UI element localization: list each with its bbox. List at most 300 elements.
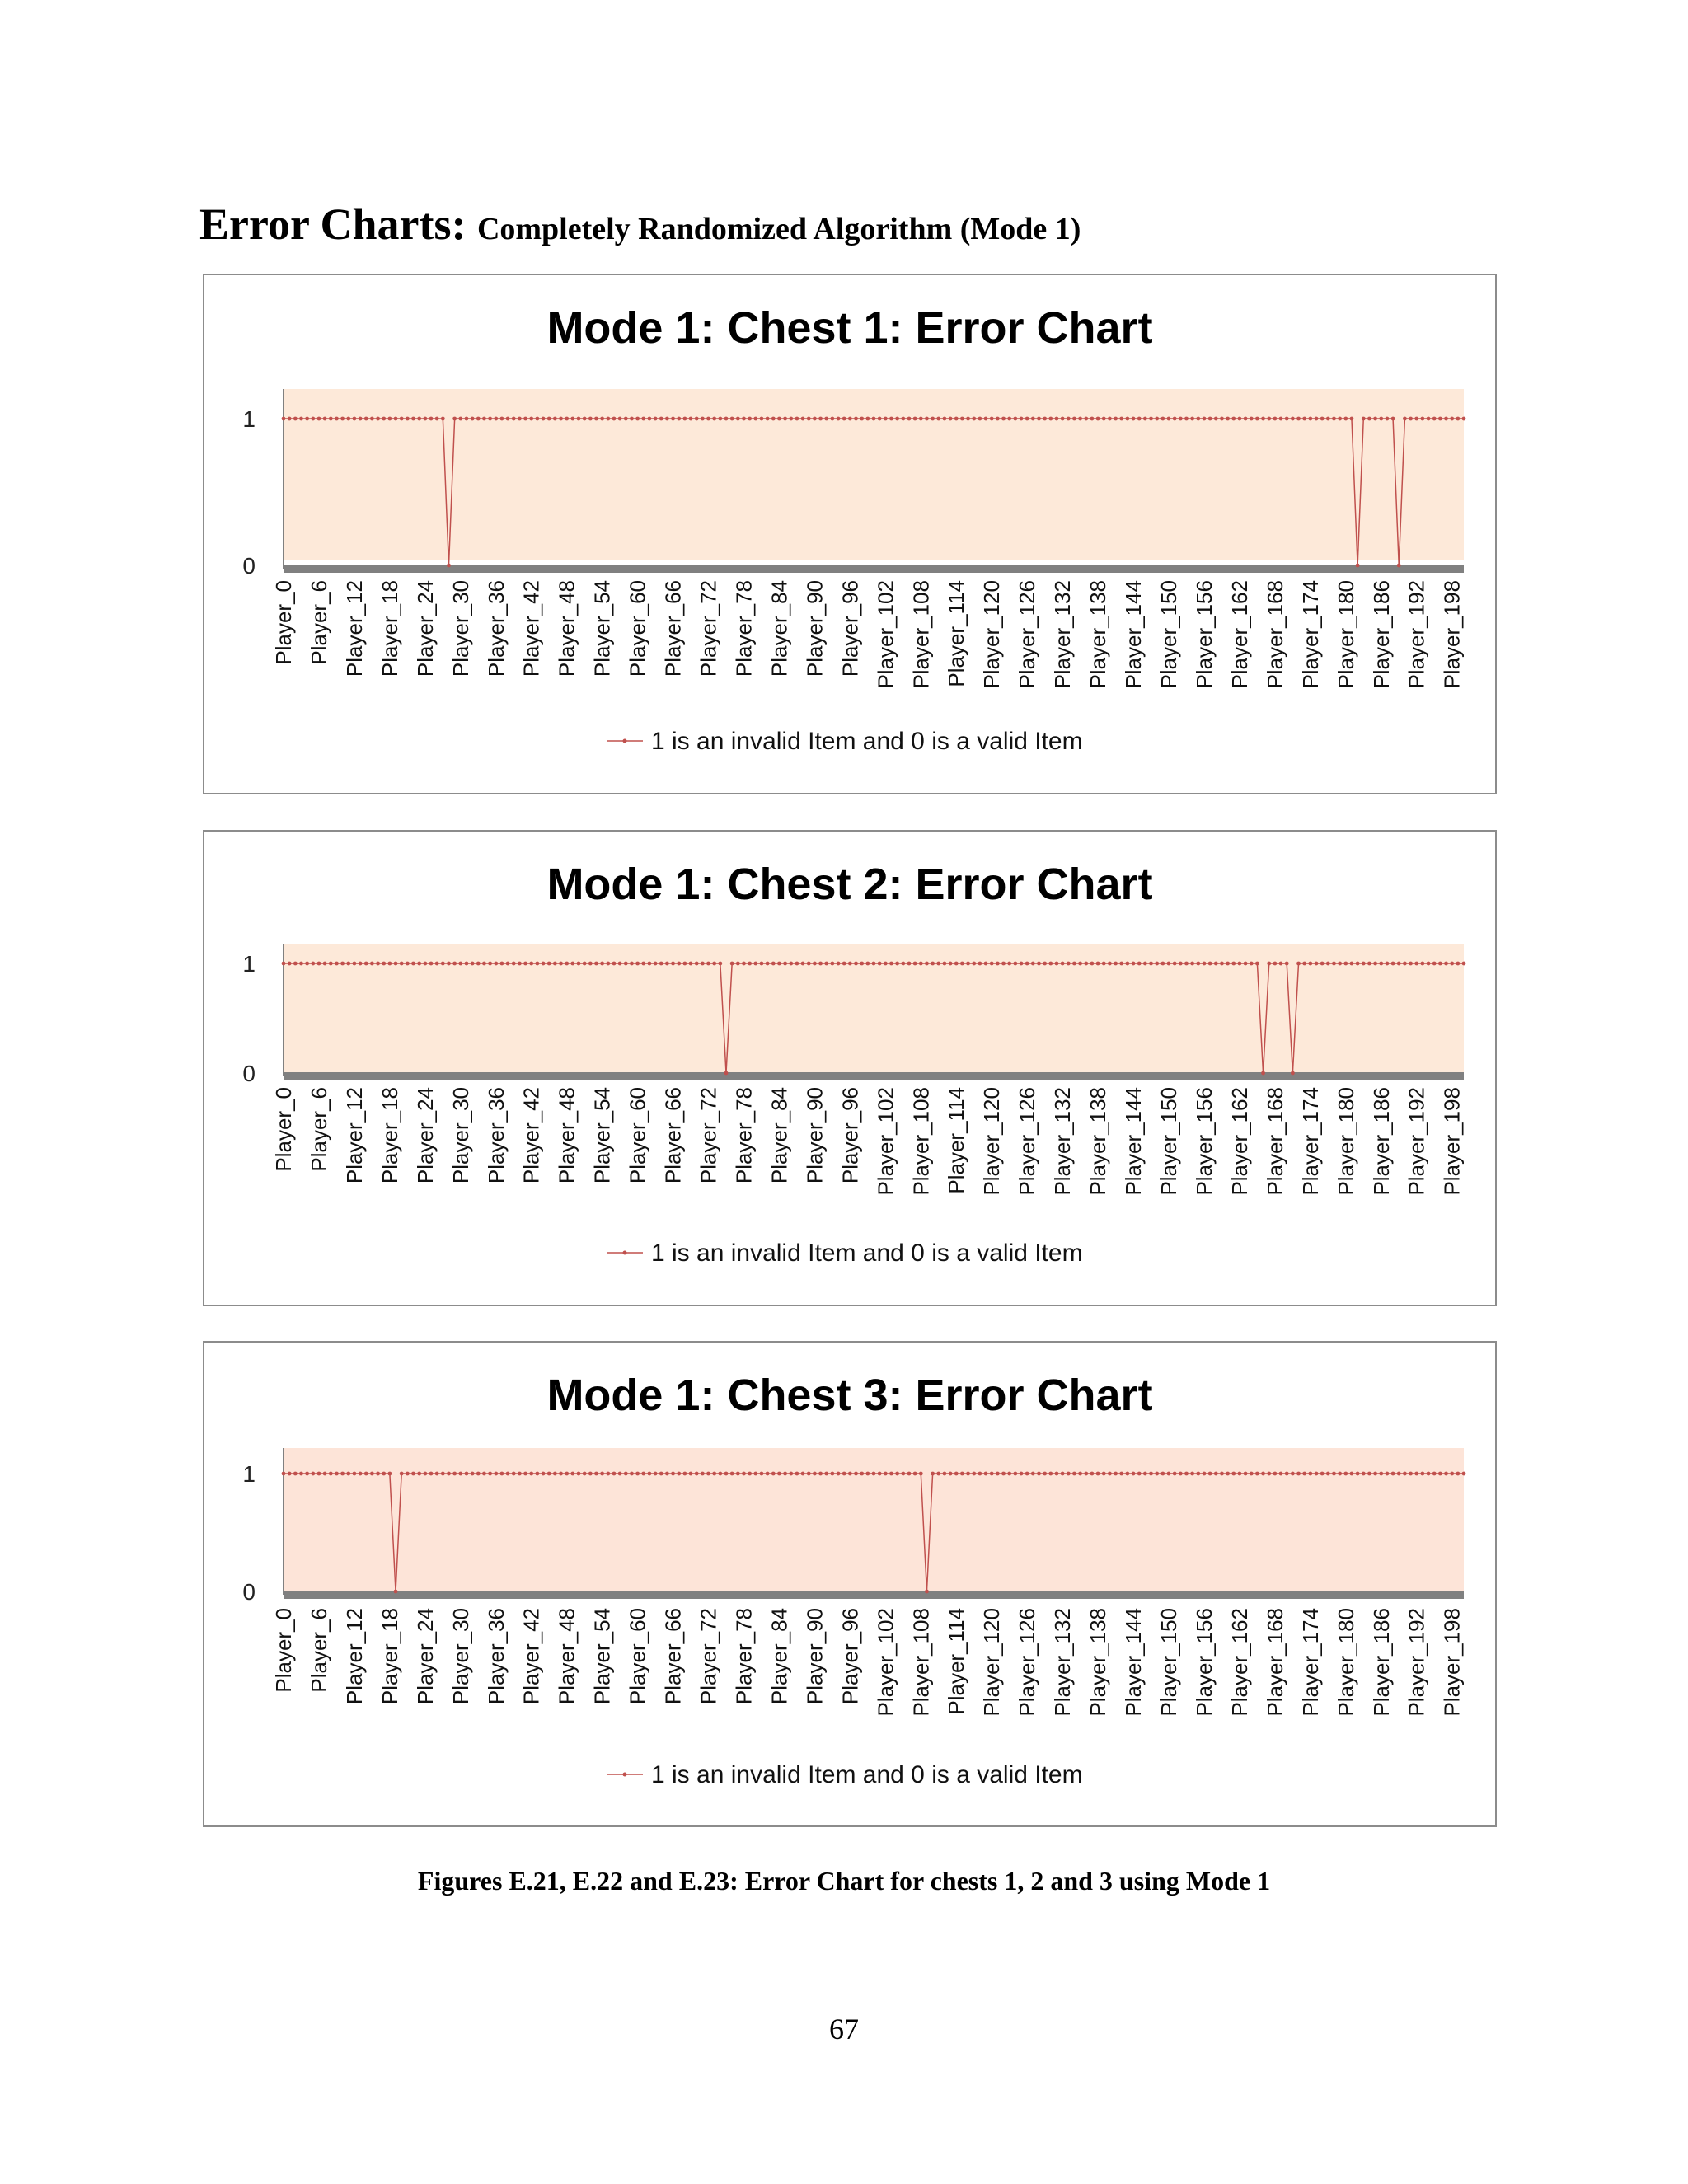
data-point <box>1160 417 1165 421</box>
data-point <box>1125 1472 1129 1476</box>
data-point <box>465 962 469 966</box>
data-point <box>695 417 699 421</box>
x-tick-label: Player_180 <box>1333 1608 1358 1717</box>
data-point <box>488 962 492 966</box>
data-point <box>1291 1472 1295 1476</box>
data-point <box>1338 1472 1342 1476</box>
data-point <box>936 417 940 421</box>
data-point <box>452 1472 457 1476</box>
data-point <box>1203 962 1207 966</box>
x-tick-label: Player_90 <box>802 580 828 677</box>
data-point <box>1226 1472 1230 1476</box>
data-point <box>966 962 970 966</box>
data-point <box>1013 962 1017 966</box>
data-point <box>411 417 415 421</box>
x-tick-label: Player_66 <box>660 1608 686 1705</box>
data-point <box>848 417 852 421</box>
data-point <box>1220 417 1224 421</box>
chart-svg <box>204 275 1495 793</box>
data-point <box>1043 417 1047 421</box>
data-point <box>966 1472 970 1476</box>
data-point <box>718 962 722 966</box>
data-point <box>1350 417 1354 421</box>
data-point <box>1020 962 1024 966</box>
data-point <box>742 962 746 966</box>
data-point <box>1061 962 1065 966</box>
x-tick-label: Player_168 <box>1262 580 1287 689</box>
data-point <box>441 1472 445 1476</box>
x-tick-label: Player_168 <box>1262 1087 1287 1196</box>
data-point <box>813 962 817 966</box>
data-point <box>1409 962 1413 966</box>
data-point <box>1149 417 1153 421</box>
data-point <box>901 417 905 421</box>
x-tick-label: Player_192 <box>1404 580 1429 689</box>
data-point <box>635 1472 640 1476</box>
data-point <box>1020 1472 1024 1476</box>
data-point <box>1367 962 1372 966</box>
x-tick-label: Player_174 <box>1297 1608 1323 1717</box>
data-point <box>1420 1472 1424 1476</box>
legend-marker <box>623 739 627 743</box>
data-point <box>506 962 510 966</box>
data-point <box>1055 417 1059 421</box>
data-point <box>848 962 852 966</box>
data-point <box>293 417 298 421</box>
x-tick-label: Player_150 <box>1156 1087 1181 1196</box>
data-point <box>1267 1472 1271 1476</box>
data-point <box>488 1472 492 1476</box>
data-point <box>518 962 522 966</box>
data-point <box>842 417 846 421</box>
data-point <box>1184 962 1189 966</box>
data-point <box>1397 564 1401 568</box>
data-point <box>865 1472 870 1476</box>
x-tick-label: Player_6 <box>306 1087 331 1172</box>
data-point <box>931 417 935 421</box>
data-point <box>1244 417 1248 421</box>
data-point <box>1078 962 1082 966</box>
data-point <box>872 962 876 966</box>
data-point <box>1432 417 1437 421</box>
data-point <box>553 1472 557 1476</box>
data-point <box>1020 417 1024 421</box>
data-point <box>1456 417 1460 421</box>
data-point <box>618 417 622 421</box>
data-point <box>818 1472 823 1476</box>
data-point <box>494 1472 498 1476</box>
data-point <box>1137 962 1142 966</box>
data-point <box>1291 417 1295 421</box>
data-point <box>624 417 628 421</box>
data-point <box>1179 417 1183 421</box>
data-point <box>842 962 846 966</box>
data-point <box>594 962 598 966</box>
data-point <box>1072 1472 1076 1476</box>
data-point <box>919 962 923 966</box>
data-point <box>423 962 427 966</box>
data-point <box>771 962 776 966</box>
data-point <box>712 962 716 966</box>
x-tick-label: Player_132 <box>1050 1087 1076 1196</box>
data-point <box>1084 1472 1088 1476</box>
data-point <box>854 1472 858 1476</box>
x-tick-label: Player_96 <box>837 1087 863 1184</box>
data-point <box>1379 417 1383 421</box>
data-point <box>701 1472 705 1476</box>
data-point <box>1048 962 1053 966</box>
data-point <box>1184 1472 1189 1476</box>
data-point <box>471 962 475 966</box>
x-tick-label: Player_30 <box>448 1087 473 1184</box>
data-point <box>600 962 604 966</box>
data-point <box>1391 417 1395 421</box>
x-tick-label: Player_12 <box>341 1087 367 1184</box>
x-tick-label: Player_42 <box>518 1608 544 1705</box>
data-point <box>452 962 457 966</box>
data-point <box>1462 1472 1466 1476</box>
data-point <box>813 1472 817 1476</box>
data-point <box>872 1472 876 1476</box>
data-point <box>931 962 935 966</box>
data-point <box>1072 962 1076 966</box>
data-point <box>1432 1472 1437 1476</box>
data-point <box>783 962 787 966</box>
data-point <box>1427 1472 1431 1476</box>
data-point <box>299 1472 303 1476</box>
data-point <box>1220 1472 1224 1476</box>
data-point <box>1102 417 1106 421</box>
data-point <box>447 962 451 966</box>
data-point <box>1208 962 1212 966</box>
data-point <box>748 417 752 421</box>
x-tick-label: Player_24 <box>412 1608 438 1705</box>
data-point <box>1320 1472 1325 1476</box>
data-point <box>824 962 828 966</box>
chart-container <box>203 830 1497 1306</box>
data-point <box>299 417 303 421</box>
legend-label: 1 is an invalid Item and 0 is a valid Item <box>651 728 1083 755</box>
data-point <box>400 962 404 966</box>
data-point <box>547 417 551 421</box>
data-point <box>943 962 947 966</box>
data-point <box>1119 1472 1123 1476</box>
data-point <box>1267 962 1271 966</box>
y-tick-label: 0 <box>242 1061 256 1086</box>
data-point <box>376 417 380 421</box>
x-tick-label: Player_192 <box>1404 1608 1429 1717</box>
data-point <box>1226 417 1230 421</box>
data-point <box>949 417 953 421</box>
data-point <box>818 417 823 421</box>
data-point <box>1214 962 1218 966</box>
x-tick-label: Player_144 <box>1121 580 1146 689</box>
data-point <box>282 417 286 421</box>
data-point <box>529 962 533 966</box>
data-point <box>476 1472 481 1476</box>
data-point <box>417 1472 421 1476</box>
data-point <box>1179 962 1183 966</box>
legend-label: 1 is an invalid Item and 0 is a valid Item <box>651 1240 1083 1267</box>
data-point <box>1096 417 1100 421</box>
data-point <box>1231 962 1236 966</box>
data-point <box>500 1472 504 1476</box>
x-tick-label: Player_72 <box>696 1608 721 1705</box>
data-point <box>305 962 309 966</box>
data-point <box>1096 1472 1100 1476</box>
data-point <box>1273 417 1277 421</box>
data-point <box>323 962 327 966</box>
data-point <box>641 962 645 966</box>
data-point <box>359 417 363 421</box>
data-point <box>1373 962 1377 966</box>
chart-svg <box>204 832 1495 1305</box>
data-point <box>824 417 828 421</box>
data-point <box>293 962 298 966</box>
data-point <box>954 962 959 966</box>
x-tick-label: Player_30 <box>448 580 473 677</box>
data-point <box>837 417 841 421</box>
data-point <box>382 962 386 966</box>
data-point <box>1196 417 1200 421</box>
x-tick-label: Player_18 <box>377 1087 402 1184</box>
data-point <box>600 1472 604 1476</box>
data-point <box>865 417 870 421</box>
data-point <box>624 962 628 966</box>
data-point <box>471 417 475 421</box>
x-tick-label: Player_150 <box>1156 580 1181 689</box>
data-point <box>795 417 799 421</box>
chart-container <box>203 1341 1497 1827</box>
data-point <box>559 1472 563 1476</box>
data-point <box>447 1472 451 1476</box>
data-point <box>387 962 392 966</box>
data-point <box>807 1472 811 1476</box>
data-point <box>1273 1472 1277 1476</box>
data-point <box>606 962 610 966</box>
data-point <box>1343 962 1348 966</box>
data-point <box>406 417 410 421</box>
data-point <box>1315 962 1319 966</box>
data-point <box>500 417 504 421</box>
data-point <box>978 1472 982 1476</box>
x-tick-label: Player_48 <box>554 1608 579 1705</box>
data-point <box>435 417 439 421</box>
data-point <box>1356 1472 1360 1476</box>
data-point <box>742 1472 746 1476</box>
data-point <box>588 962 593 966</box>
data-point <box>394 962 398 966</box>
y-tick-label: 0 <box>242 553 256 579</box>
data-point <box>671 417 675 421</box>
data-point <box>1291 1071 1295 1076</box>
data-point <box>854 962 858 966</box>
data-point <box>588 1472 593 1476</box>
data-point <box>1350 962 1354 966</box>
data-point <box>340 1472 345 1476</box>
data-point <box>429 417 434 421</box>
data-point <box>288 962 292 966</box>
data-point <box>1450 962 1454 966</box>
data-point <box>370 417 374 421</box>
data-point <box>712 417 716 421</box>
data-point <box>387 417 392 421</box>
data-point <box>387 1472 392 1476</box>
data-point <box>1315 417 1319 421</box>
data-point <box>954 417 959 421</box>
data-point <box>1090 1472 1095 1476</box>
data-point <box>512 962 516 966</box>
x-tick-label: Player_90 <box>802 1087 828 1184</box>
data-point <box>949 962 953 966</box>
data-point <box>718 417 722 421</box>
data-point <box>370 1472 374 1476</box>
data-point <box>872 417 876 421</box>
data-point <box>990 1472 994 1476</box>
data-point <box>996 962 1000 966</box>
x-tick-label: Player_156 <box>1191 1608 1217 1717</box>
data-point <box>1420 962 1424 966</box>
data-point <box>382 1472 386 1476</box>
data-point <box>972 962 976 966</box>
data-point <box>1279 417 1283 421</box>
data-point <box>978 417 982 421</box>
data-point <box>1350 1472 1354 1476</box>
data-point <box>1367 417 1372 421</box>
data-point <box>506 1472 510 1476</box>
x-tick-label: Player_108 <box>908 1087 934 1196</box>
data-point <box>1302 1472 1306 1476</box>
data-point <box>635 962 640 966</box>
x-tick-label: Player_66 <box>660 1087 686 1184</box>
data-point <box>1403 962 1407 966</box>
data-point <box>665 962 669 966</box>
data-point <box>777 962 781 966</box>
data-point <box>730 417 734 421</box>
data-point <box>1302 962 1306 966</box>
x-tick-label: Player_102 <box>873 1087 898 1196</box>
x-tick-label: Player_60 <box>625 580 650 677</box>
data-point <box>1173 1472 1177 1476</box>
data-point <box>671 1472 675 1476</box>
data-point <box>996 1472 1000 1476</box>
data-point <box>706 962 710 966</box>
data-point <box>1255 962 1259 966</box>
data-point <box>1196 1472 1200 1476</box>
data-point <box>884 417 888 421</box>
data-point <box>1444 1472 1448 1476</box>
data-point <box>458 1472 462 1476</box>
data-point <box>1438 1472 1442 1476</box>
data-point <box>736 1472 740 1476</box>
x-tick-label: Player_186 <box>1368 1608 1394 1717</box>
data-point <box>1184 417 1189 421</box>
data-point <box>494 417 498 421</box>
data-point <box>1255 417 1259 421</box>
data-point <box>706 1472 710 1476</box>
data-point <box>771 417 776 421</box>
data-point <box>1226 962 1230 966</box>
data-point <box>535 1472 539 1476</box>
y-tick-label: 1 <box>242 1461 256 1487</box>
data-point <box>630 962 634 966</box>
data-point <box>1450 417 1454 421</box>
data-point <box>777 1472 781 1476</box>
data-point <box>654 962 658 966</box>
data-point <box>748 1472 752 1476</box>
data-point <box>417 417 421 421</box>
data-point <box>689 962 693 966</box>
data-point <box>1320 417 1325 421</box>
data-point <box>978 962 982 966</box>
x-tick-label: Player_102 <box>873 1608 898 1717</box>
data-point <box>465 417 469 421</box>
data-point <box>458 962 462 966</box>
data-point <box>1326 962 1330 966</box>
data-point <box>570 1472 574 1476</box>
data-point <box>1108 1472 1112 1476</box>
chart-title: Mode 1: Chest 1: Error Chart <box>546 303 1153 353</box>
data-point <box>1373 1472 1377 1476</box>
data-point <box>842 1472 846 1476</box>
data-point <box>441 417 445 421</box>
data-point <box>359 962 363 966</box>
data-point <box>901 962 905 966</box>
data-point <box>795 962 799 966</box>
data-point <box>1037 962 1041 966</box>
data-point <box>1196 962 1200 966</box>
data-point <box>925 962 929 966</box>
x-tick-label: Player_48 <box>554 1087 579 1184</box>
data-point <box>677 417 681 421</box>
data-point <box>860 417 864 421</box>
data-point <box>299 962 303 966</box>
data-point <box>1084 962 1088 966</box>
data-point <box>865 962 870 966</box>
data-point <box>1167 417 1171 421</box>
data-point <box>1114 1472 1118 1476</box>
data-point <box>606 417 610 421</box>
data-point <box>777 417 781 421</box>
data-point <box>730 962 734 966</box>
data-point <box>1096 962 1100 966</box>
data-point <box>1302 417 1306 421</box>
data-point <box>1255 1472 1259 1476</box>
data-point <box>1048 417 1053 421</box>
data-point <box>760 417 764 421</box>
data-point <box>1137 1472 1142 1476</box>
data-point <box>1137 417 1142 421</box>
x-tick-label: Player_114 <box>944 1087 969 1194</box>
data-point <box>635 417 640 421</box>
data-point <box>523 1472 528 1476</box>
data-point <box>1025 962 1029 966</box>
data-point <box>1149 962 1153 966</box>
data-point <box>889 417 893 421</box>
data-point <box>1031 962 1035 966</box>
data-point <box>1414 417 1418 421</box>
page-number: 67 <box>829 2013 859 2046</box>
data-point <box>801 962 805 966</box>
data-point <box>1315 1472 1319 1476</box>
data-point <box>452 417 457 421</box>
data-point <box>1414 962 1418 966</box>
data-point <box>1403 417 1407 421</box>
data-point <box>1261 417 1265 421</box>
data-point <box>659 962 663 966</box>
data-point <box>317 417 321 421</box>
data-point <box>359 1472 363 1476</box>
